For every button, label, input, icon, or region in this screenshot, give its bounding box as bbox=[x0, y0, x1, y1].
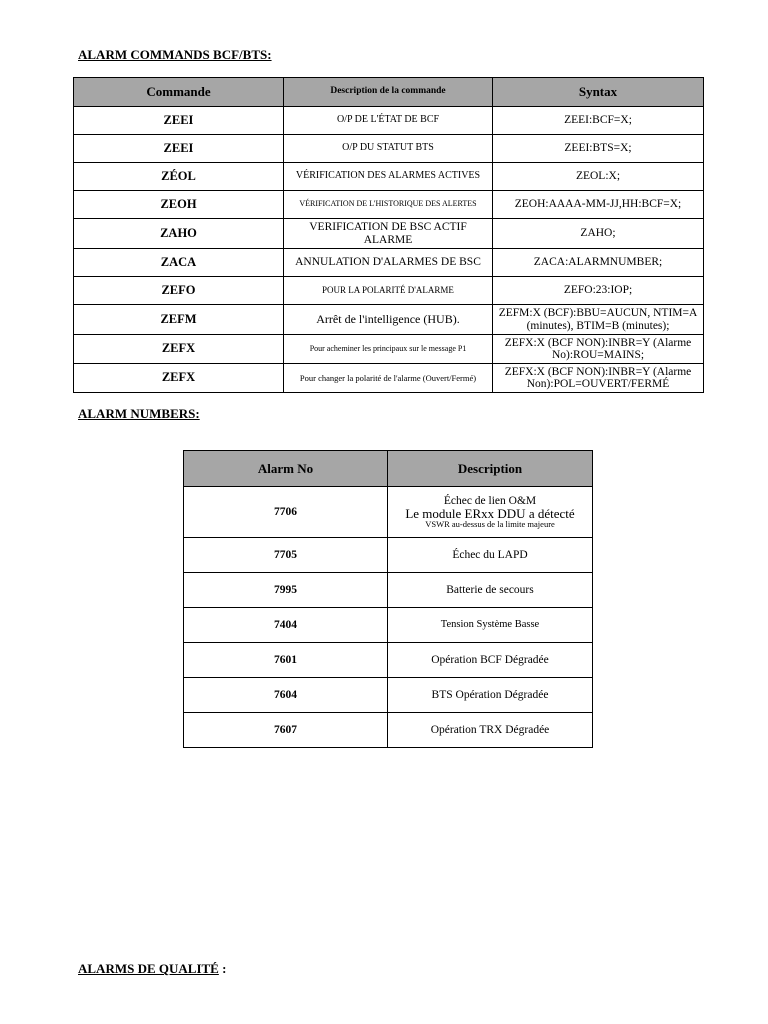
alarm-number-cell: 7604 bbox=[184, 678, 388, 713]
command-cell: ZACA bbox=[74, 249, 284, 277]
table-row bbox=[74, 191, 704, 219]
heading-alarms-qualite-text: ALARMS DE QUALITÉ bbox=[78, 961, 219, 976]
alarm-description-cell: BTS Opération Dégradée bbox=[388, 678, 593, 713]
alarm-description-cell bbox=[388, 487, 593, 538]
alarm-description-cell: Échec du LAPD bbox=[388, 538, 593, 573]
table-header-row bbox=[184, 451, 593, 487]
table-row bbox=[74, 107, 704, 135]
heading-alarm-numbers: ALARM NUMBERS: bbox=[78, 406, 200, 421]
table-row bbox=[74, 163, 704, 191]
alarm-number-cell: 7404 bbox=[184, 608, 388, 643]
alarm-description-cell: Batterie de secours bbox=[388, 573, 593, 608]
description-cell: VERIFICATION DE BSC ACTIF ALARME bbox=[284, 219, 493, 249]
table-row bbox=[74, 305, 704, 335]
syntax-cell: ZAHO; bbox=[493, 219, 704, 249]
alarm-number-cell: 7601 bbox=[184, 643, 388, 678]
command-cell: ZEFM bbox=[74, 305, 284, 335]
alarm-description-line: Échec de lien O&M bbox=[443, 494, 537, 507]
syntax-cell: ZEFX:X (BCF NON):INBR=Y (Alarme No):ROU=MAINS; bbox=[493, 335, 704, 364]
command-cell: ZEEI bbox=[74, 135, 284, 163]
column-header-description: Description bbox=[388, 451, 593, 487]
table-row bbox=[74, 135, 704, 163]
alarm-number-cell: 7706 bbox=[184, 487, 388, 538]
description-cell: VÉRIFICATION DE L'HISTORIQUE DES ALERTES bbox=[284, 191, 493, 219]
description-cell: O/P DU STATUT BTS bbox=[284, 135, 493, 163]
description-cell: ANNULATION D'ALARMES DE BSC bbox=[284, 249, 493, 277]
command-cell: ZEEI bbox=[74, 107, 284, 135]
alarm-description-line: Le module ERxx DDU a détecté bbox=[405, 505, 575, 521]
column-header-commande: Commande bbox=[74, 78, 284, 107]
column-header-description: Description de la commande bbox=[284, 78, 493, 107]
alarm-number-cell: 7705 bbox=[184, 538, 388, 573]
table-row bbox=[184, 538, 593, 573]
command-cell: ZEFX bbox=[74, 364, 284, 393]
alarm-description-line: VSWR au-dessus de la limite majeure bbox=[425, 519, 555, 530]
description-cell: O/P DE L'ÉTAT DE BCF bbox=[284, 107, 493, 135]
table-row bbox=[74, 277, 704, 305]
description-cell: Pour acheminer les principaux sur le message P1 bbox=[284, 335, 493, 364]
table-row bbox=[74, 219, 704, 249]
table-row bbox=[184, 573, 593, 608]
alarm-number-cell: 7995 bbox=[184, 573, 388, 608]
syntax-cell: ZEEI:BCF=X; bbox=[493, 107, 704, 135]
table-row bbox=[184, 487, 593, 538]
column-header-syntax: Syntax bbox=[493, 78, 704, 107]
alarm-commands-table bbox=[73, 77, 704, 393]
table-row bbox=[184, 643, 593, 678]
syntax-cell: ZEFM:X (BCF):BBU=AUCUN, NTIM=A (minutes), BTIM=B (minutes); bbox=[493, 305, 704, 335]
table-row bbox=[74, 335, 704, 364]
syntax-cell: ZACA:ALARMNUMBER; bbox=[493, 249, 704, 277]
description-cell: Arrêt de l'intelligence (HUB). bbox=[284, 305, 493, 335]
command-cell: ZAHO bbox=[74, 219, 284, 249]
table-row bbox=[184, 713, 593, 748]
command-cell: ZEOH bbox=[74, 191, 284, 219]
heading-colon: : bbox=[218, 961, 227, 976]
heading-alarm-commands: ALARM COMMANDS BCF/BTS: bbox=[78, 47, 272, 62]
alarm-numbers-table bbox=[183, 450, 593, 748]
table-row bbox=[184, 678, 593, 713]
command-cell: ZEFX bbox=[74, 335, 284, 364]
alarm-description-cell: Opération TRX Dégradée bbox=[388, 713, 593, 748]
syntax-cell: ZEOL:X; bbox=[493, 163, 704, 191]
description-cell: POUR LA POLARITÉ D'ALARME bbox=[284, 277, 493, 305]
table-row bbox=[74, 364, 704, 393]
table-header-row bbox=[74, 78, 704, 107]
alarm-number-cell: 7607 bbox=[184, 713, 388, 748]
command-cell: ZÉOL bbox=[74, 163, 284, 191]
table-row bbox=[74, 249, 704, 277]
heading-alarms-qualite bbox=[78, 961, 226, 977]
alarm-description-cell: Opération BCF Dégradée bbox=[388, 643, 593, 678]
table-row bbox=[184, 608, 593, 643]
syntax-cell: ZEFX:X (BCF NON):INBR=Y (Alarme Non):POL=OUVERT/FERMÉ bbox=[493, 364, 704, 393]
command-cell: ZEFO bbox=[74, 277, 284, 305]
syntax-cell: ZEOH:AAAA-MM-JJ,HH:BCF=X; bbox=[493, 191, 704, 219]
syntax-cell: ZEFO:23:IOP; bbox=[493, 277, 704, 305]
description-cell: VÉRIFICATION DES ALARMES ACTIVES bbox=[284, 163, 493, 191]
syntax-cell: ZEEI:BTS=X; bbox=[493, 135, 704, 163]
alarm-description-cell: Tension Système Basse bbox=[388, 608, 593, 643]
column-header-alarm-no: Alarm No bbox=[184, 451, 388, 487]
description-cell: Pour changer la polarité de l'alarme (Ouvert/Fermé) bbox=[284, 364, 493, 393]
